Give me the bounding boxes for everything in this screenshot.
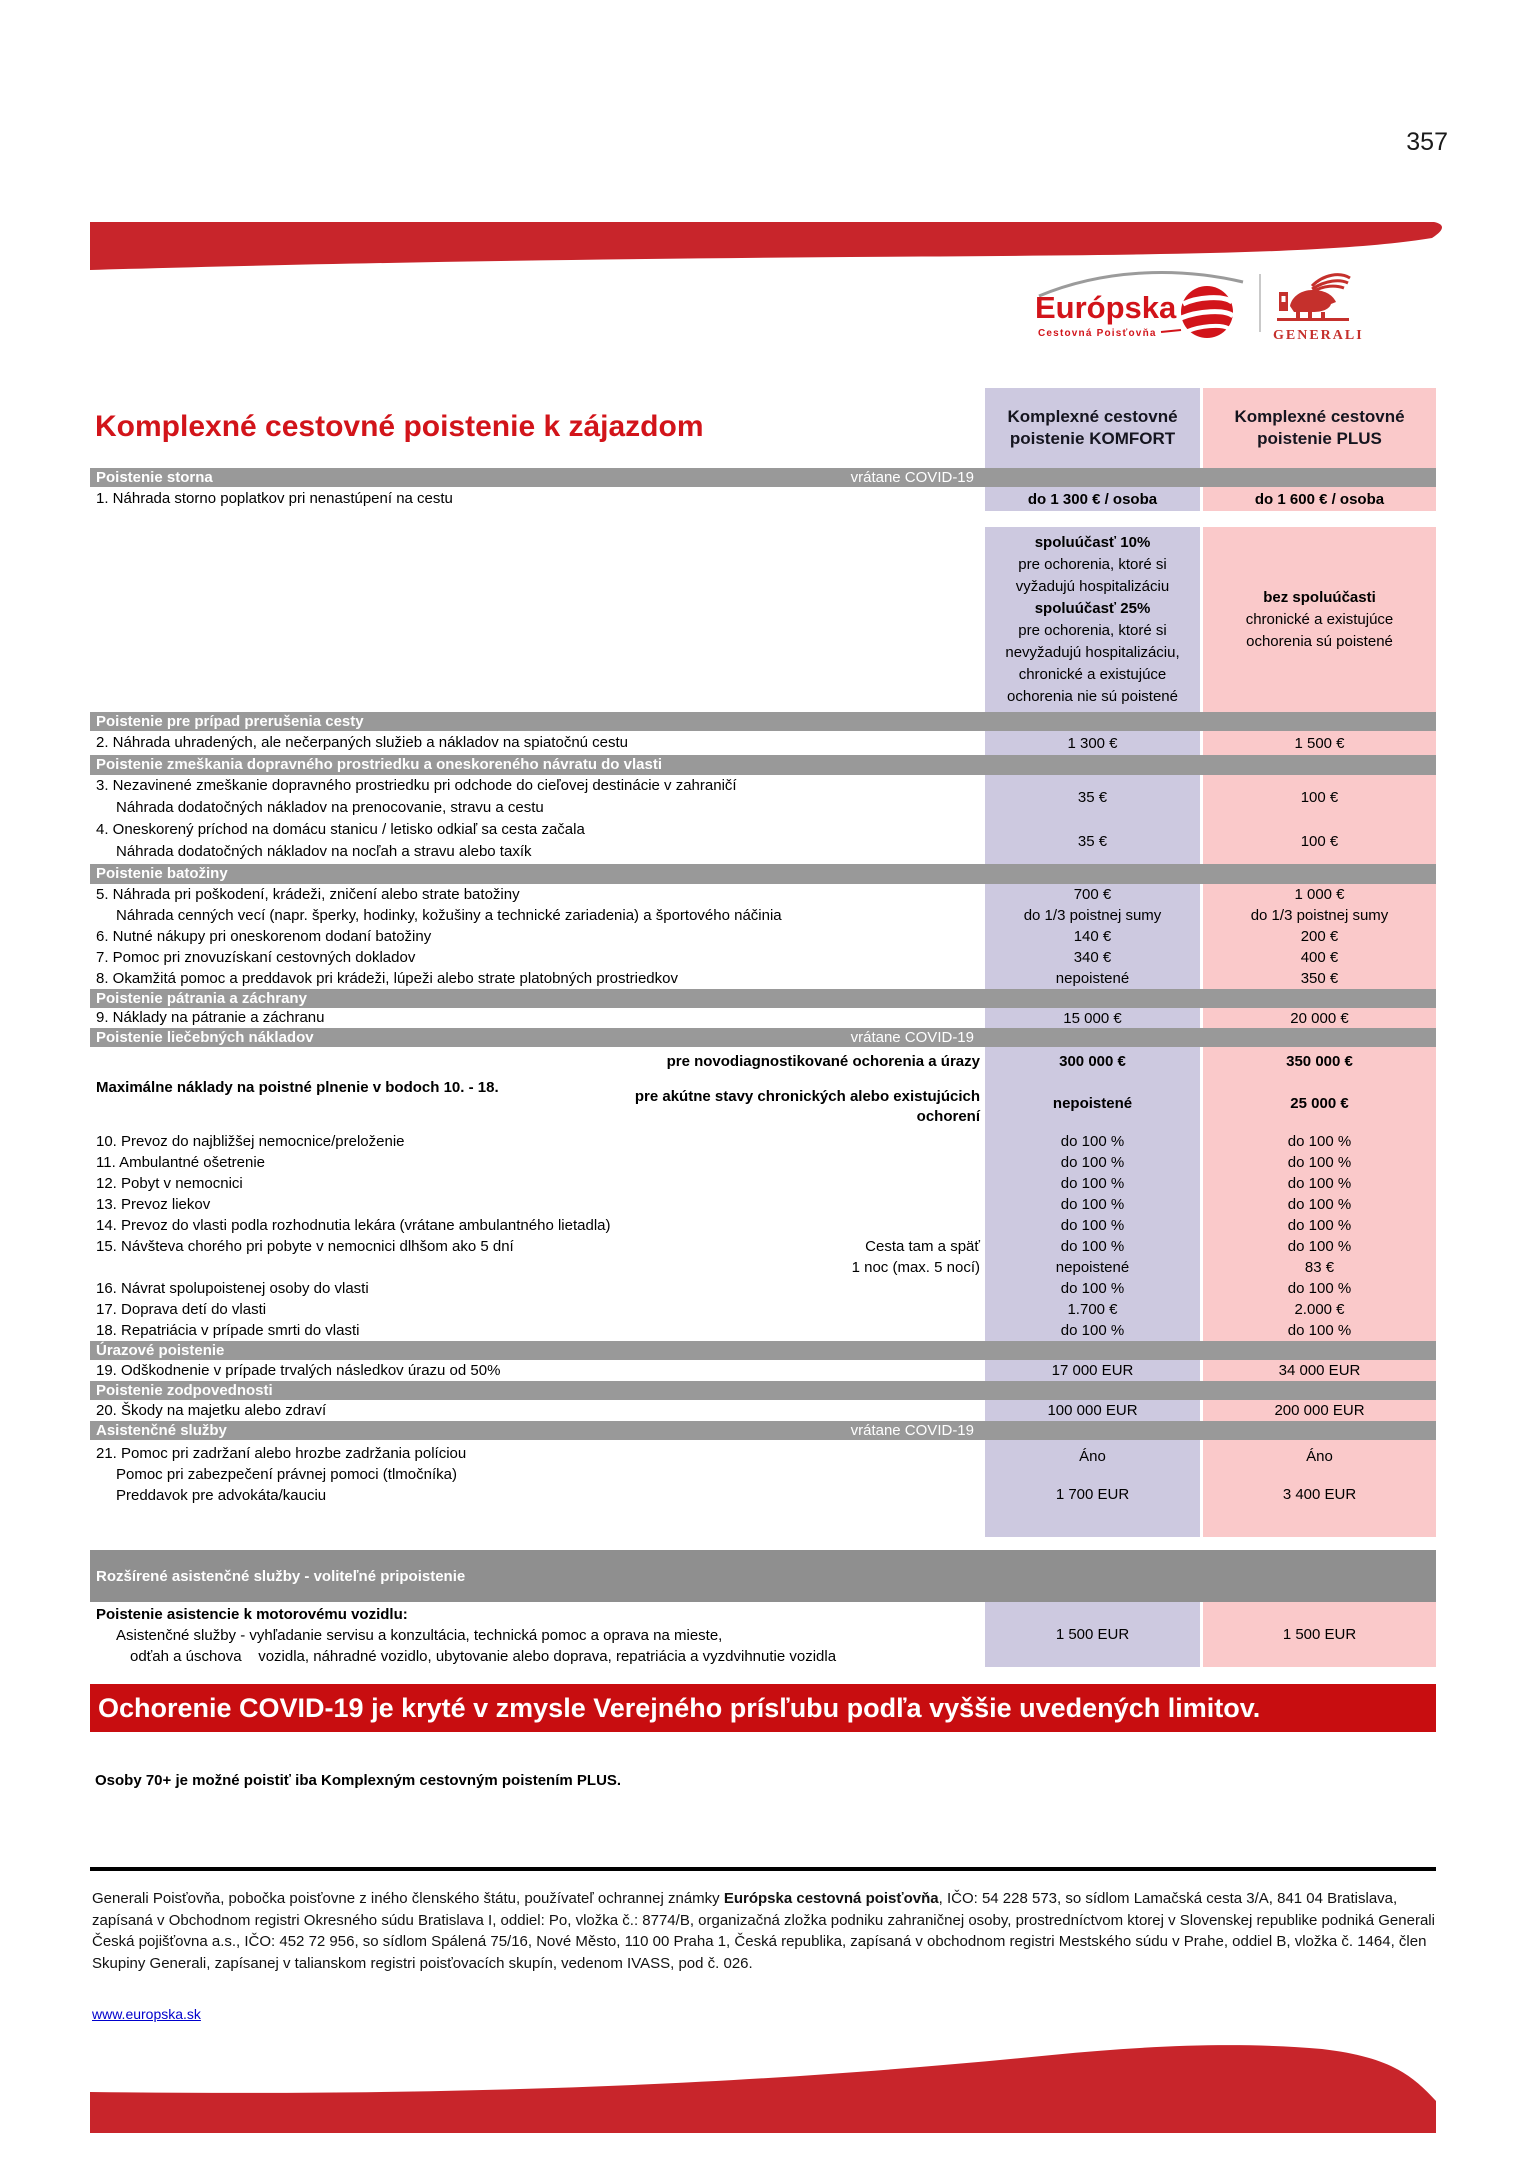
table-row: 13. Prevoz liekov do 100 % do 100 %: [90, 1194, 1436, 1215]
section-bar-prerusenie: Poistenie pre prípad prerušenia cesty: [90, 712, 1436, 731]
table-row: 8. Okamžitá pomoc a preddavok pri krádeži, lúpeži alebo strate platobných prostriedkov nepoistené 350 €: [90, 968, 1436, 989]
table-row: 10. Prevoz do najbližšej nemocnice/preloženie do 100 % do 100 %: [90, 1131, 1436, 1152]
generali-wordmark: GENERALI: [1273, 328, 1364, 343]
generali-lion-icon: [1274, 270, 1352, 322]
table-row: Náhrada cenných vecí (napr. šperky, hodinky, kožušiny a technické zariadenia) a športového náčinia do 1/3 poistnej sumy do 1/3 poistnej sumy: [90, 905, 1436, 926]
table-row: 14. Prevoz do vlasti podla rozhodnutia lekára (vrátane ambulantného lietadla) do 100 % do 100 %: [90, 1215, 1436, 1236]
table-row: 6. Nutné nákupy pri oneskorenom dodaní batožiny 140 € 200 €: [90, 926, 1436, 947]
max-benefit-block: Maximálne náklady na poistné plnenie v bodoch 10. - 18. pre novodiagnostikované ochorenia a úrazy pre akútne stavy chronických alebo existujúcich ochorení 300 000 € nepoistené 350 000 € 25 000 €: [90, 1047, 1436, 1131]
footer-red-swoosh: [90, 2045, 1436, 2133]
covid-note: vrátane COVID-19: [850, 469, 974, 486]
table-row: 4. Oneskorený príchod na domácu stanicu / letisko odkiaľ sa cesta začala Náhrada dodatočných nákladov na nocľah a stravu alebo taxík 35 € 100 €: [90, 819, 1436, 864]
section-bar-urazove: Úrazové poistenie: [90, 1341, 1436, 1360]
table-row: 11. Ambulantné ošetrenie do 100 % do 100 %: [90, 1152, 1436, 1173]
table-row: 17. Doprava detí do vlasti 1.700 € 2.000 €: [90, 1299, 1436, 1320]
table-row: 20. Škody na majetku alebo zdraví 100 000 EUR 200 000 EUR: [90, 1400, 1436, 1421]
table-row: 5. Náhrada pri poškodení, krádeži, zničení alebo strate batožiny 700 € 1 000 €: [90, 884, 1436, 905]
table-row: 16. Návrat spolupoistenej osoby do vlasti do 100 % do 100 %: [90, 1278, 1436, 1299]
assistance-block: 21. Pomoc pri zadržaní alebo hrozbe zadržania políciou Pomoc pri zabezpečení právnej pomoci (tlmočníka) Preddavok pre advokáta/kauciu Áno 1 700 EUR Áno 3 400 EUR: [90, 1440, 1436, 1537]
column-header-plus: Komplexné cestovné poistenie PLUS: [1203, 388, 1436, 468]
section-bar-zmeskanie: Poistenie zmeškania dopravného prostriedku a oneskoreného návratu do vlasti: [90, 755, 1436, 775]
page-number: 357: [1406, 128, 1448, 156]
age-note: Osoby 70+ je možné poistiť iba Komplexným cestovným poistením PLUS.: [95, 1772, 622, 1789]
logo-area: [1035, 266, 1364, 352]
europska-logo: [1035, 266, 1247, 352]
deductible-block: spoluúčasť 10% pre ochorenia, ktoré si vyžadujú hospitalizáciu spoluúčasť 25% pre ochorenia, ktoré si nevyžadujú hospitalizáciu, chronické a existujúce ochorenia nie sú poistené bez spoluúčasti chronické a existujúce ochorenia sú poistené: [90, 527, 1436, 712]
spacer: [90, 511, 1436, 527]
footer-divider: [90, 1867, 1436, 1871]
section-bar-batozina: Poistenie batožiny: [90, 864, 1436, 884]
table-row: 19. Odškodnenie v prípade trvalých následkov úrazu od 50% 17 000 EUR 34 000 EUR: [90, 1360, 1436, 1381]
table-row: 18. Repatriácia v prípade smrti do vlasti do 100 % do 100 %: [90, 1320, 1436, 1341]
generali-logo: [1273, 270, 1364, 346]
brand-name: Európska cestovná poisťovňa: [723, 1890, 939, 1907]
website-link[interactable]: www.europska.sk: [92, 2006, 201, 2022]
table-row: 2. Náhrada uhradených, ale nečerpaných služieb a nákladov na spiatočnú cestu 1 300 € 1 500 €: [90, 731, 1436, 755]
benefits-table: [90, 388, 1436, 1667]
table-row: 9. Náklady na pátranie a záchranu 15 000 € 20 000 €: [90, 1008, 1436, 1028]
column-header-komfort: Komplexné cestovné poistenie KOMFORT: [985, 388, 1200, 468]
table-row: 12. Pobyt v nemocnici do 100 % do 100 %: [90, 1173, 1436, 1194]
logo-divider: [1259, 274, 1261, 332]
svg-text:Európska: Európska: [1035, 290, 1177, 325]
section-bar-zodpovednost: Poistenie zodpovednosti: [90, 1381, 1436, 1400]
section-bar-asistencne: Asistenčné služby vrátane COVID-19: [90, 1421, 1436, 1440]
section-bar-storno: Poistenie storna vrátane COVID-19: [90, 468, 1436, 487]
section-bar-patranie: Poistenie pátrania a záchrany: [90, 989, 1436, 1008]
covid-banner: Ochorenie COVID-19 je kryté v zmysle Verejného prísľubu podľa vyššie uvedených limitov.: [90, 1684, 1436, 1732]
table-row: 1. Náhrada storno poplatkov pri nenastúpení na cestu do 1 300 € / osoba do 1 600 € / osoba: [90, 487, 1436, 511]
covid-note: vrátane COVID-19: [850, 1422, 974, 1439]
table-row: 15. Návšteva chorého pri pobyte v nemocnici dlhšom ako 5 dní Cesta tam a späť do 100 % do 100 %: [90, 1236, 1436, 1257]
legal-footer: Generali Poisťovňa, pobočka poisťovne z iného členského štátu, používateľ ochrannej známky Európska cestovná poisťovňa, IČO: 54 228 573, so sídlom Lamačská cesta 3/A, 841 04 Bratislava, zapísaná v Obchodnom registri Okresného súdu Bratislava I, oddiel: Po, vložka č.: 8774/B, organizačná zložka podniku zahraničnej osoby, prostredníctvom ktorej v Slovenskej republike podniká Generali Česká pojišťovna a.s., IČO: 452 72 956, so sídlom Spálená 75/16, Nové Město, 110 00 Praha 1, Česká republika, zapísaná v obchodnom registri Mestského súdu v Prahe, oddiel B, vložka č. 1464, člen Skupiny Generali, zapísanej v talianskom registri poisťovacích skupín, vedenom IVASS, pod č. 026.: [92, 1890, 1435, 1972]
spacer: [90, 1537, 1436, 1550]
svg-text:Cestovná Poisťovňa: Cestovná Poisťovňa: [1038, 328, 1157, 339]
page-title: Komplexné cestovné poistenie k zájazdom: [95, 410, 704, 443]
section-bar-liecebne: Poistenie liečebných nákladov vrátane COVID-19: [90, 1028, 1436, 1047]
table-row: 1 noc (max. 5 nocí) nepoistené 83 €: [90, 1257, 1436, 1278]
motor-assistance-block: Poistenie asistencie k motorovému vozidlu: Asistenčné služby - vyhľadanie servisu a konzultácia, technická pomoc a oprava na mieste, odťah a úschova vozidla, náhradné vozidlo, ubytovanie alebo doprava, repatriácia a vyzdvihnutie vozidla 1 500 EUR 1 500 EUR: [90, 1602, 1436, 1667]
section-bar-rozsirene: Rozšírené asistenčné služby - voliteľné pripoistenie: [90, 1550, 1436, 1602]
header-red-swoosh: [90, 222, 1448, 272]
table-header-row: [90, 388, 1436, 468]
covid-note: vrátane COVID-19: [850, 1029, 974, 1046]
table-row: 7. Pomoc pri znovuzískaní cestovných dokladov 340 € 400 €: [90, 947, 1436, 968]
table-row: 3. Nezavinené zmeškanie dopravného prostriedku pri odchode do cieľovej destinácie v zahraničí Náhrada dodatočných nákladov na prenocovanie, stravu a cestu 35 € 100 €: [90, 775, 1436, 819]
